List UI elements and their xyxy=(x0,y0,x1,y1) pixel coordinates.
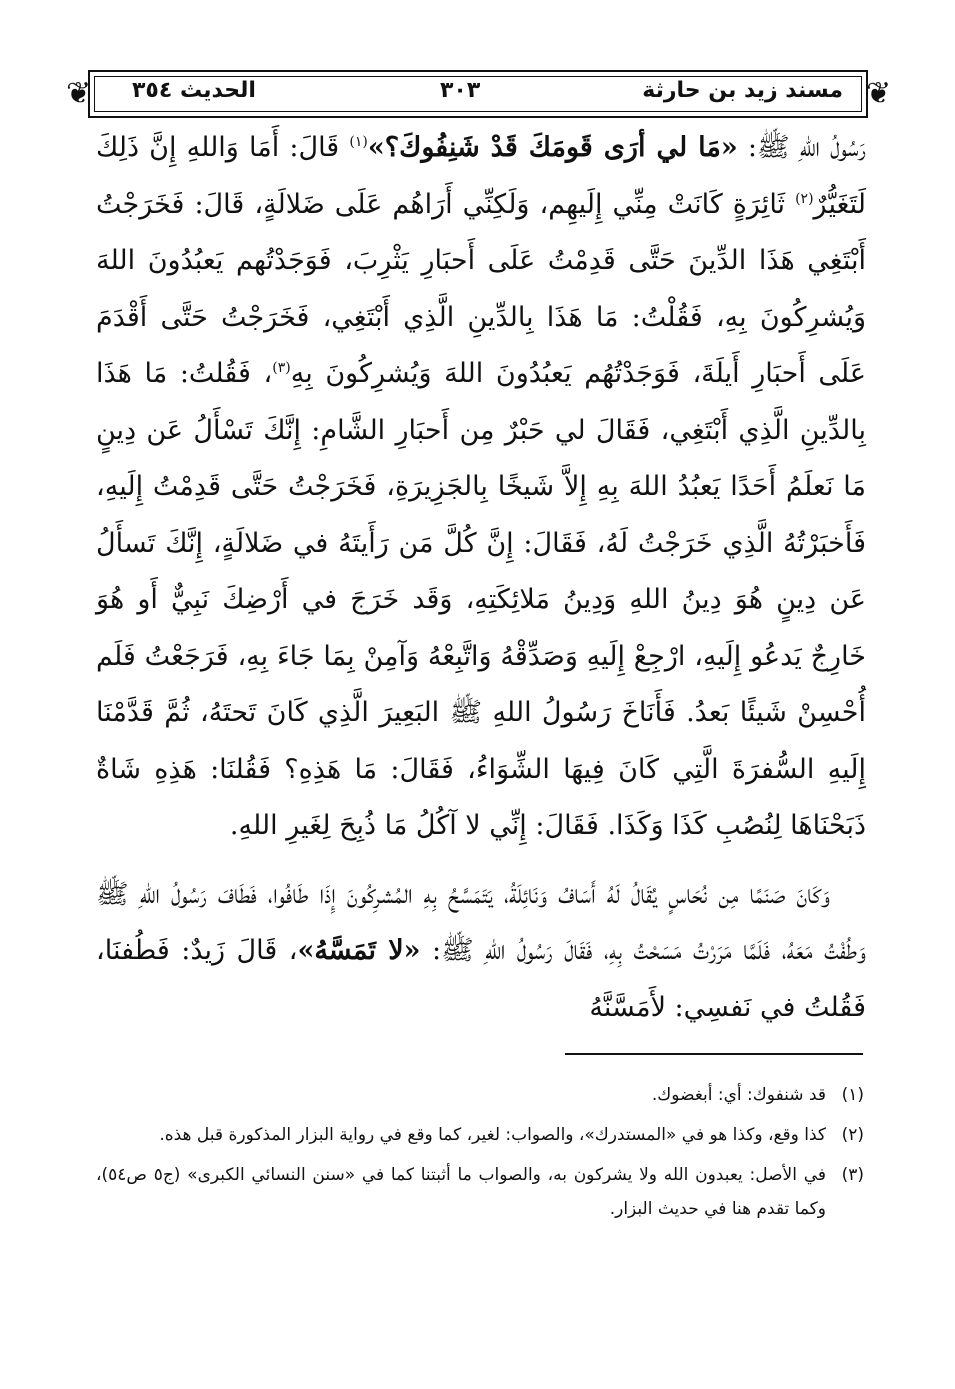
footnote-1 xyxy=(96,1078,864,1112)
ornament-right-icon: ❦ xyxy=(866,76,892,111)
prophet-quote: «مَا لي أرَى قَومَكَ قَدْ شَنِفُوكَ؟» xyxy=(367,132,738,163)
text-segment: ثَائِرَةٍ كَانَتْ مِنِّي إِلَيهِم، وَلَكِنِّي أَرَاهُم عَلَى ضَلالَةٍ، قَالَ: فَخَرَجْتُ أَبْتَغِي هَذَا الدِّينَ حَتَّى قَدِمْتُ عَلَى أَحبَارِ يَثْرِبَ، فَوَجَدْتُهم يَعبُدُونَ اللهَ وَيُشرِكُونَ بِهِ، فَقُلْتُ: مَا هَذَا بِالدِّينِ الَّذِي أَبْتَغِي، فَخَرَجْتُ حَتَّى أَقْدَمَ عَلَى أَحبَارِ أَيلَةَ، فَوَجَدْتُهُم يَعبُدُونَ اللهَ وَيُشرِكُونَ بِهِ xyxy=(96,188,866,389)
ornament-left-icon: ❦ xyxy=(66,76,92,111)
hadith-label: الحديث ٣٥٤ xyxy=(132,78,256,103)
page-number: ٣٠٣ xyxy=(440,78,481,103)
prophet-quote: «لا تَمَسَّهُ» xyxy=(297,935,421,966)
footnote-number: (١) xyxy=(841,1085,864,1105)
paragraph-1 xyxy=(96,120,866,855)
text-segment: ، فَقُلتُ: مَا هَذَا بِالدِّينِ الَّذِي أَبْتَغِي، فَقَالَ لي حَبْرٌ مِن أَحبَارِ الشَّامِ: إِنَّكَ تَسْأَلُ عَن دِينٍ مَا نَعلَمُ أَحَدًا يَعبُدُ اللهَ بِهِ إِلاَّ شَيخًا بِالجَزِيرَةِ، فَخَرَجْتُ حَتَّى قَدِمْتُ إِلَيهِ، فَأَخبَرْتُهُ الَّذِي خَرَجْتُ لَهُ، فَقَالَ: إِنَّ كُلَّ مَن رَأَيتَهُ في ضَلالَةٍ، إِنَّكَ تَسأَلُ عَن دِينٍ هُوَ دِينُ اللهِ وَدِينُ مَلائِكَتِهِ، وَقَد خَرَجَ في أَرْضِكَ نَبِيٌّ أَو هُوَ خَارِجٌ يَدعُو إِلَيهِ، ارْجِعْ إِلَيهِ وَصَدِّقْهُ وَاتَّبِعْهُ وَآمِنْ بِمَا جَاءَ بِهِ، فَرَجَعْتُ فَلَم أُحْسِنْ شَيئًا بَعدُ. فَأَنَاخَ رَسُولُ اللهِ ﷺ البَعِيرَ الَّذِي كَانَ تَحتَهُ، ثُمَّ قَدَّمْنَا إِلَيهِ السُّفرَةَ الَّتِي كَانَ فِيهَا الشِّوَاءُ، فَقَالَ: مَا هَذِهِ؟ فَقُلنَا: هَذِهِ شَاةٌ ذَبَحْنَاهَا لِنُصُبِ كَذَا وَكَذَا. فَقَالَ: إِنِّي لا آكُلُ مَا ذُبِحَ لِغَيرِ اللهِ. xyxy=(96,358,866,841)
footnote-text: كذا وقع، وكذا هو في «المستدرك»، والصواب: لغير، كما وقع في رواية البزار المذكورة قبل هذه. xyxy=(159,1125,826,1145)
footnote-ref-3[interactable]: (٣) xyxy=(272,360,291,376)
footnotes xyxy=(96,1078,864,1232)
main-text xyxy=(96,120,866,1036)
footnote-number: (٢) xyxy=(841,1125,864,1145)
footnote-2 xyxy=(96,1118,864,1152)
footnote-text: قد شنفوك: أي: أبغضوك. xyxy=(651,1085,826,1105)
text-segment: وَكَانَ صَنَمًا مِن نُحَاسٍ يُقَالُ لَهُ أَسَافُ وَنَائِلَةُ، يَتَمَسَّحُ بِهِ المُشرِكُونَ إِذَا طَافُوا، فَطَافَ رَسُولُ اللهِ ﷺ وَطُفْتُ مَعَهُ، فَلَمَّا مَرَرْتُ مَسَحْتُ بِهِ، فَقَالَ رَسُولُ اللهِ ﷺ: xyxy=(96,878,867,966)
footnote-ref-1[interactable]: (١) xyxy=(349,134,368,150)
text-segment: رَسُولُ اللهِ ﷺ: xyxy=(737,132,866,163)
footnote-3 xyxy=(96,1158,864,1226)
paragraph-2 xyxy=(96,867,866,1037)
footnote-text: في الأصل: يعبدون الله ولا يشركون به، والصواب ما أثبتنا كما في «سنن النسائي الكبرى» (ج٥ ص٥٤)، وكما تقدم هنا في حديث البزار. xyxy=(96,1165,826,1219)
text-segment: قَالَ: أَمَا وَاللهِ إِنَّ ذَلِكَ لَتَغَيُّرٌ xyxy=(96,132,866,220)
running-title: مسند زيد بن حارثة xyxy=(642,78,843,103)
footnote-ref-2[interactable]: (٢) xyxy=(795,190,814,207)
footnote-number: (٣) xyxy=(841,1165,864,1185)
footnote-divider xyxy=(565,1053,863,1055)
text-segment: ، قَالَ زَيدٌ: فَطُفنَا، فَقُلتُ في نَفسِي: لأَمَسَّنَّهُ xyxy=(96,935,866,1023)
